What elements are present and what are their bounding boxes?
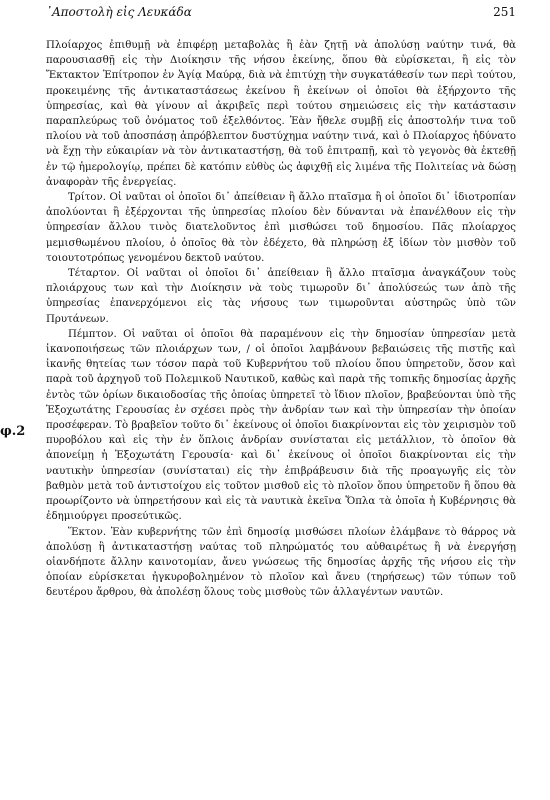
paragraph-fifth: Πέμπτον. Οἱ ναῦται οἱ ὁποῖοι θὰ παραμένουν εἰς τὴν δημοσίαν ὑπηρεσίαν μετὰ ἱκανοποιήσεως τῶν πλοιάρχων των, / οἱ ὁποῖοι λαμβάνουν βεβαιώσεις τῆς πιστῆς καὶ ἱκανῆς θητείας των τόσον παρὰ τοῦ Κυβερνήτου τοῦ πλοίου ὅπου ὑπηρετοῦν, ὅσον καὶ παρὰ τοῦ ἀρχηγοῦ τοῦ Πολεμικοῦ Ναυτικοῦ, καθὼς καὶ παρὰ τῆς τοπικῆς δημοσίας ἀρχῆς ἐντὸς τῶν ὁρίων δικαιοδοσίας τῆς ὁποίας ὑπηρετεῖ τὸ ἴδιον πλοῖον, βραβεύονται ὑπὸ τῆς Ἐξοχωτάτης Γερουσίας ἐν σχέσει πρὸς τὴν ἀνδρίαν των καὶ τὴν ὑπηρεσίαν τὴν ὁποίαν προσέφεραν. Τὸ βραβεῖον τοῦτο δι᾿ ἐκείνους οἱ ὁποῖοι διακρίνονται εἰς τὸν χειρισμὸν τοῦ πυροβόλου καὶ εἰς τὴν ἐν ὅπλοις ἀνδρίαν συνίσταται εἰς μετάλλιον, τὸ ὁποῖον θὰ ἀπονείμῃ ἡ Ἐξοχωτάτη Γερουσία· καὶ δι᾿ ἐκείνους οἱ ὁποῖοι διακρίνονται εἰς τὴν ναυτικὴν ὑπηρεσίαν (συνίσταται) εἰς τὴν ἐπιβράβευσιν διὰ τῆς προαγωγῆς εἰς τὸν βαθμὸν μετὰ τοῦ ἀντιστοίχου εἰς τοῦτον μισθοῦ εἰς τὸ πλοῖον ὅπου ὑπηρετοῦν ἢ ὅπου θὰ προωρίζοντο νὰ ὑπηρετήσουν καὶ εἰς τὰ ναυτικὰ ἐκεῖνα Ὅπλα τὰ ὁποῖα ἡ Κυβέρνησις θὰ ἐδημιούργει προσεύτικῶς. [46,328,516,523]
page-number: 251 [493,5,516,19]
page-header [46,5,516,25]
paragraph-third: Τρίτον. Οἱ ναῦται οἱ ὁποῖοι δι᾿ ἀπείθειαν ἢ ἄλλο πταῖσμα ἢ οἱ ὁποῖοι δι᾿ ἰδιοτροπίαν ἀπολύονται ἢ ἐξέρχονται τῆς ὑπηρεσίας πλοίου δὲν δύνανται νὰ ἐπανέλθουν εἰς τὴν ὑπηρεσίαν ἄλλου τινὸς διατελοῦντος ἐπὶ μισθώσει τοῦ δημοσίου. Πᾶς πλοίαρχος μεμισθωμένου πλοίου, ὁ ὁποῖος θὰ τὸν ἐδέχετο, θὰ πληρώσῃ ἐξ ἰδίων τὸν μισθὸν τοῦ τοιουτοτρόπως γενομένου δεκτοῦ ναύτου. [46,192,516,264]
running-title: ᾿Αποστολὴ εἰς Λευκάδα [46,5,192,19]
paragraph-continuation: Πλοίαρχος ἐπιθυμῇ νὰ ἐπιφέρῃ μεταβολὰς ἢ ἐὰν ζητῇ νὰ ἀπολύσῃ ναύτην τινά, θὰ παρουσιασθῇ εἰς τὴν Διοίκησιν τῆς νήσου ἐκείνης, ὅπου θὰ εὑρίσκεται, ἢ εἰς τὸν Ἔκτακτον Ἐπίτροπον ἐν Ἁγίᾳ Μαύρᾳ, διὰ νὰ ἐπιτύχῃ τὴν συγκατάθεσίν των περὶ τούτου, προκειμένης τῆς ἀντικαταστάσεως ἐκείνου ἢ ἐκείνων οἱ ὁποῖοι θὰ ἐξήρχοντο τῆς ὑπηρεσίας, καὶ θὰ γίνουν αἱ ἀκριβεῖς περὶ τούτου σημειώσεις εἰς τὴν κατάστασιν παραπλεύρως τοῦ ὀνόματος τοῦ ἐξελθόντος. Ἐὰν ἤθελε συμβῇ εἰς ἀποστολήν τινα τοῦ πλοίου νὰ τοῦ ἀποσπάσῃ ἀπρόβλεπτον δυστύχημα ναύτην τινά, καὶ ὁ Πλοίαρχος ἠδύνατο νὰ ἔχῃ τὴν εὐκαιρίαν νὰ τὸν ἀντικαταστήσῃ, θὰ τοῦ ἐπιτραπῇ, καὶ τὸ γεγονὸς θὰ ἐκτεθῇ ἐν τῷ ἡμερολογίῳ, πρέπει δὲ κατόπιν εὐθὺς ὡς ἀφιχθῇ εἰς λιμένα τῆς Πολιτείας νὰ δώσῃ ἀναφορὰν τῆς ἐνεργείας. [46,40,516,188]
paragraph-sixth: Ἕκτον. Ἐὰν κυβερνήτης τῶν ἐπὶ δημοσίᾳ μισθώσει πλοίων ἐλάμβανε τὸ θάρρος νὰ ἀπολύσῃ ἢ ἀντικαταστήσῃ ναύτας τοῦ πληρώματός του αὐθαιρέτως ἢ νὰ ἐνεργήσῃ οἱανδήποτε ἄλλην καινοτομίαν, ἄνευ γνώσεως τῆς δημοσίας ἀρχῆς τῆς νήσου εἰς τὴν ὁποίαν εὑρίσκεται ἠγκυροβολημένον τὸ πλοῖον καὶ ἄνευ (τηρήσεως) τῶν τύπων τοῦ δευτέρου ἄρθρου, θὰ ἀπολέσῃ ὅλους τοὺς μισθοὺς τῶν ἀλλαγέντων ναυτῶν. [46,526,516,599]
body-text [46,38,516,601]
margin-note: φ.2 [0,424,26,439]
paragraph-fourth: Τέταρτον. Οἱ ναῦται οἱ ὁποῖοι δι᾿ ἀπείθειαν ἢ ἄλλο πταῖσμα ἀναγκάζουν τοὺς πλοιάρχους των καὶ τὴν Διοίκησιν νὰ τοὺς τιμωροῦν δι᾿ ἀπολύσεώς των ἀπὸ τῆς ὑπηρεσίας ἐπανερχόμενοι εἰς τὰς νήσους των τιμωροῦνται αὐστηρῶς ὑπὸ τῶν Πρυτάνεων. [46,268,516,325]
